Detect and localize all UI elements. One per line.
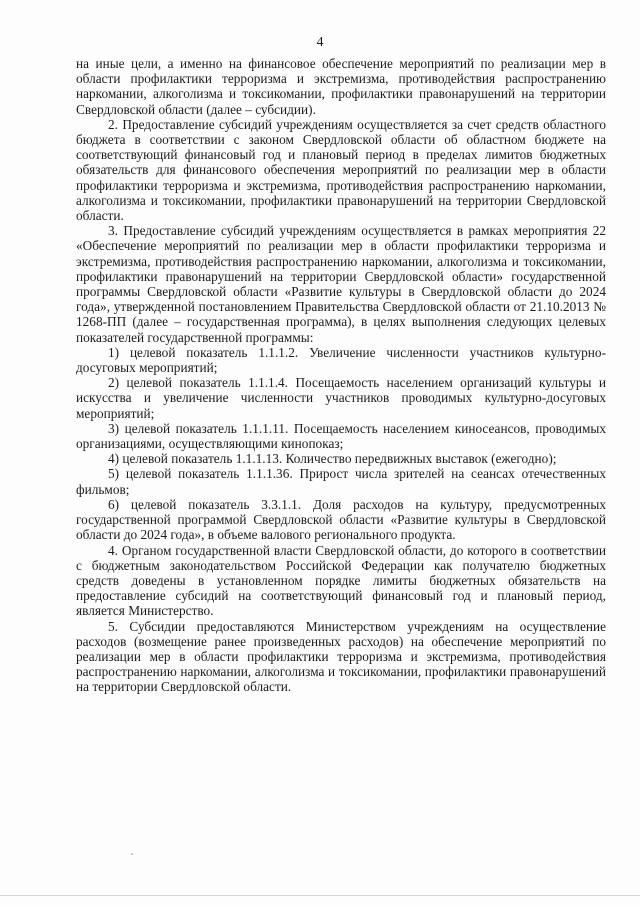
list-item-indicator-4: 4) целевой показатель 1.1.1.13. Количество передвижных выставок (ежегодно); (108, 451, 557, 467)
paragraph-clause-4: 4. Органом государственной власти Свердловской области, до которого в соответствии с бюджетным законодательством Российской Федерации как получателю бюджетных средств доведены в установленном порядке лимиты бюджетных обязательств на предоставление субсидий на соответствующий финансовый год и плановый период, является Министерство. (76, 542, 606, 619)
scan-speck (131, 853, 133, 855)
list-item-indicator-1: 1) целевой показатель 1.1.1.2. Увеличение численности участников культурно-досуговых мероприятий; (76, 344, 606, 376)
list-item-indicator-2: 2) целевой показатель 1.1.1.4. Посещаемость населением организаций культуры и искусства и увеличение численности участников проводимых культурно-досуговых мероприятий; (76, 375, 606, 421)
list-item-indicator-5: 5) целевой показатель 1.1.1.36. Прирост числа зрителей на сеансах отечественных фильмов; (76, 466, 606, 497)
list-item-indicator-3: 3) целевой показатель 1.1.1.11. Посещаемость населением киносеансов, проводимых организациями, осуществляющими кинопоказ; (76, 420, 606, 452)
paragraph-clause-2: 2. Предоставление субсидий учреждениям осуществляется за счет средств областного бюджета в соответствии с законом Свердловской области об областном бюджете на соответствующий финансовый год и плановый период в пределах лимитов бюджетных обязательств для финансового обеспечения мероприятий по реализации мер в области профилактики терроризма и экстремизма, противодействия распространению наркомании, алкоголизма и токсикомании, профилактики правонарушений на территории Свердловской области. (76, 116, 606, 224)
paragraph-continuation: на иные цели, а именно на финансовое обеспечение мероприятий по реализации мер в области профилактики терроризма и экстремизма, противодействия распространению наркомании, алкоголизма и токсикомании, профилактики правонарушений на территории Свердловской области (далее – субсидии). (76, 56, 606, 117)
list-item-indicator-6: 6) целевой показатель 3.3.1.1. Доля расходов на культуру, предусмотренных государственной программой Свердловской области «Развитие культуры в Свердловской области до 2024 года», в объеме валового регионального продукта. (76, 496, 606, 543)
scan-bottom-edge (0, 895, 640, 896)
page-number: 4 (316, 35, 324, 50)
document-body (76, 56, 606, 695)
paragraph-clause-3: 3. Предоставление субсидий учреждениям осуществляется в рамках мероприятия 22 «Обеспечение мероприятий по реализации мер в области профилактики терроризма и экстремизма, противодействия распространению наркомании, алкоголизма и токсикомании, профилактики правонарушений на территории Свердловской области» государственной программы Свердловской области «Развитие культуры в Свердловской области до 2024 года», утвержденной постановлением Правительства Свердловской области от 21.10.2013 № 1268-ПП (далее – государственная программа), в целях выполнения следующих целевых показателей государственной программы: (76, 223, 606, 345)
paragraph-clause-5: 5. Субсидии предоставляются Министерством учреждениям на осуществление расходов (возмещение ранее произведенных расходов) на обеспечение мероприятий по реализации мер в области профилактики терроризма и экстремизма, противодействия распространению наркомании, алкоголизма и токсикомании, профилактики правонарушений на территории Свердловской области. (76, 618, 606, 695)
